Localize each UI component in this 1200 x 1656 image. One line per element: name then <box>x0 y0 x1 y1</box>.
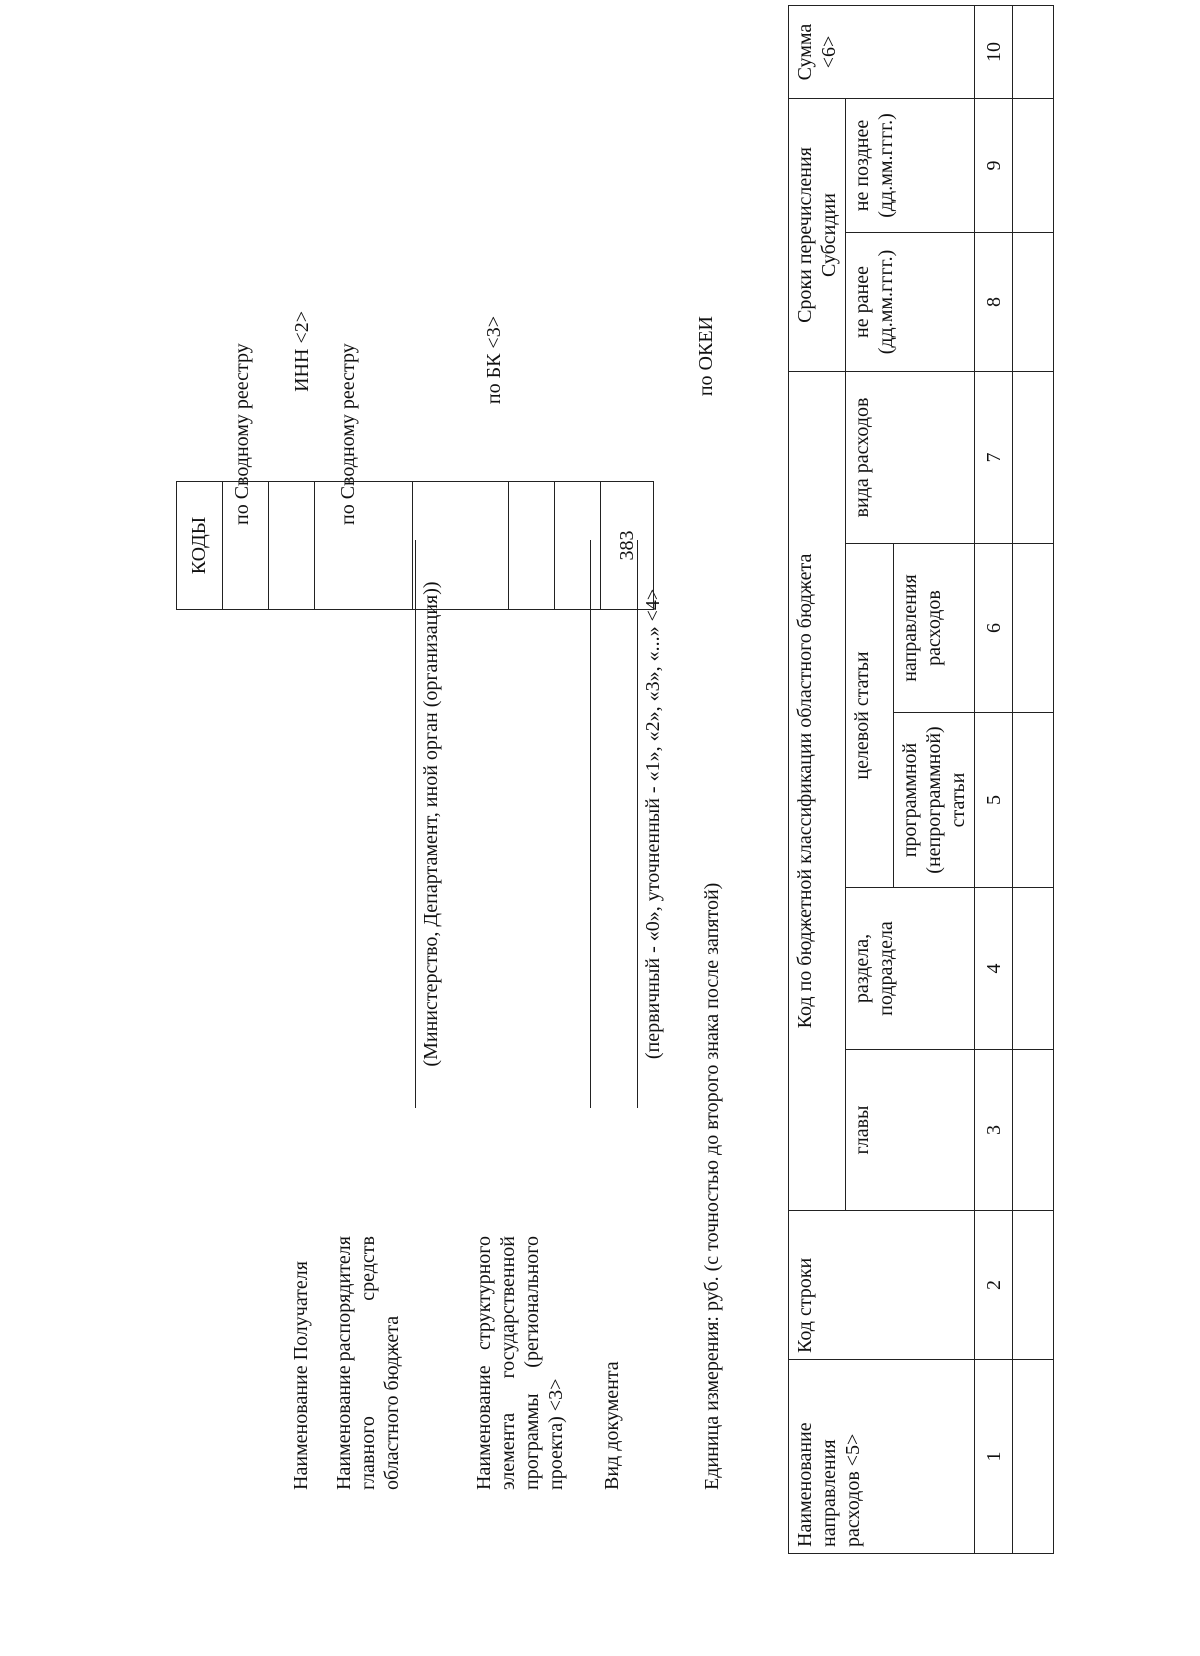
code-cell-registry <box>223 482 269 610</box>
code-cell-okei: 383 <box>601 482 654 610</box>
code-cell-bk <box>413 482 509 610</box>
col-header-budget-code: Код по бюджетной классификации областного бюджета <box>789 372 846 1211</box>
col-header-line-code: Код строки <box>789 1211 975 1360</box>
chief-manager-label: Наименование распорядителя главного средств областного бюджета <box>333 1236 403 1490</box>
table-cell <box>1013 888 1054 1050</box>
table-cell <box>1013 713 1054 888</box>
col-header-section: раздела, подраздела <box>846 888 975 1050</box>
codes-box <box>176 481 654 610</box>
codes-label-registry: по Сводному реестру <box>231 343 253 525</box>
col-header-expense-type: вида расходов <box>846 372 975 544</box>
program-element-line <box>590 540 591 1108</box>
col-number: 4 <box>975 888 1013 1050</box>
codes-label-registry-2: по Сводному реестру <box>337 343 359 525</box>
code-cell-registry-2 <box>315 482 413 610</box>
table-cell <box>1013 99 1054 233</box>
code-cell-inn <box>269 482 315 610</box>
table-cell <box>1013 1050 1054 1211</box>
code-cell-blank-1 <box>509 482 555 610</box>
table-cell <box>1013 233 1054 372</box>
table-cell <box>1013 6 1054 99</box>
code-cell-blank-2 <box>555 482 601 610</box>
col-header-sum: Сумма <6> <box>789 6 975 99</box>
col-header-target-article: целевой статьи <box>846 544 894 888</box>
document-type-line <box>637 540 638 1108</box>
subsidy-table <box>788 5 1054 1554</box>
col-number: 2 <box>975 1211 1013 1360</box>
col-number: 7 <box>975 372 1013 544</box>
col-header-direction: направления расходов <box>894 544 975 713</box>
table-row <box>1013 6 1054 1554</box>
codes-label-bk: по БК <3> <box>483 316 505 405</box>
unit-label: Единица измерения: руб. (с точностью до второго знака после запятой) <box>701 882 723 1490</box>
program-element-label: Наименование структурного элемента государственной программы (регионального проекта) <3> <box>473 1236 567 1490</box>
codes-title: КОДЫ <box>177 482 223 610</box>
column-numbers-row <box>975 6 1013 1554</box>
table-cell <box>1013 372 1054 544</box>
col-number: 6 <box>975 544 1013 713</box>
chief-manager-line <box>415 540 416 1108</box>
table-cell <box>1013 544 1054 713</box>
col-number: 3 <box>975 1050 1013 1211</box>
col-number: 10 <box>975 6 1013 99</box>
document-type-caption: (первичный - «0», уточненный - «1», «2», «3», «...» <4> <box>642 588 664 1060</box>
codes-label-okei: по ОКЕИ <box>695 316 717 397</box>
col-number: 1 <box>975 1360 1013 1554</box>
col-header-not-later: не позднее (дд.мм.гггг.) <box>846 99 975 233</box>
col-header-transfer-terms: Сроки перечисления Субсидии <box>789 99 846 372</box>
table-cell <box>1013 1211 1054 1360</box>
col-header-direction-name: Наименование направления расходов <5> <box>789 1360 975 1554</box>
col-header-not-earlier: не ранее (дд.мм.гггг.) <box>846 233 975 372</box>
col-number: 9 <box>975 99 1013 233</box>
col-header-program-article: программной (непрограммной) статьи <box>894 713 975 888</box>
col-number: 8 <box>975 233 1013 372</box>
document-type-label: Вид документа <box>601 1361 623 1490</box>
recipient-name-label: Наименование Получателя <box>290 1261 312 1490</box>
ministry-caption: (Министерство, Департамент, иной орган (организация)) <box>420 581 442 1067</box>
codes-label-inn: ИНН <2> <box>291 311 313 392</box>
col-header-chapter: главы <box>846 1050 975 1211</box>
table-cell <box>1013 1360 1054 1554</box>
col-number: 5 <box>975 713 1013 888</box>
